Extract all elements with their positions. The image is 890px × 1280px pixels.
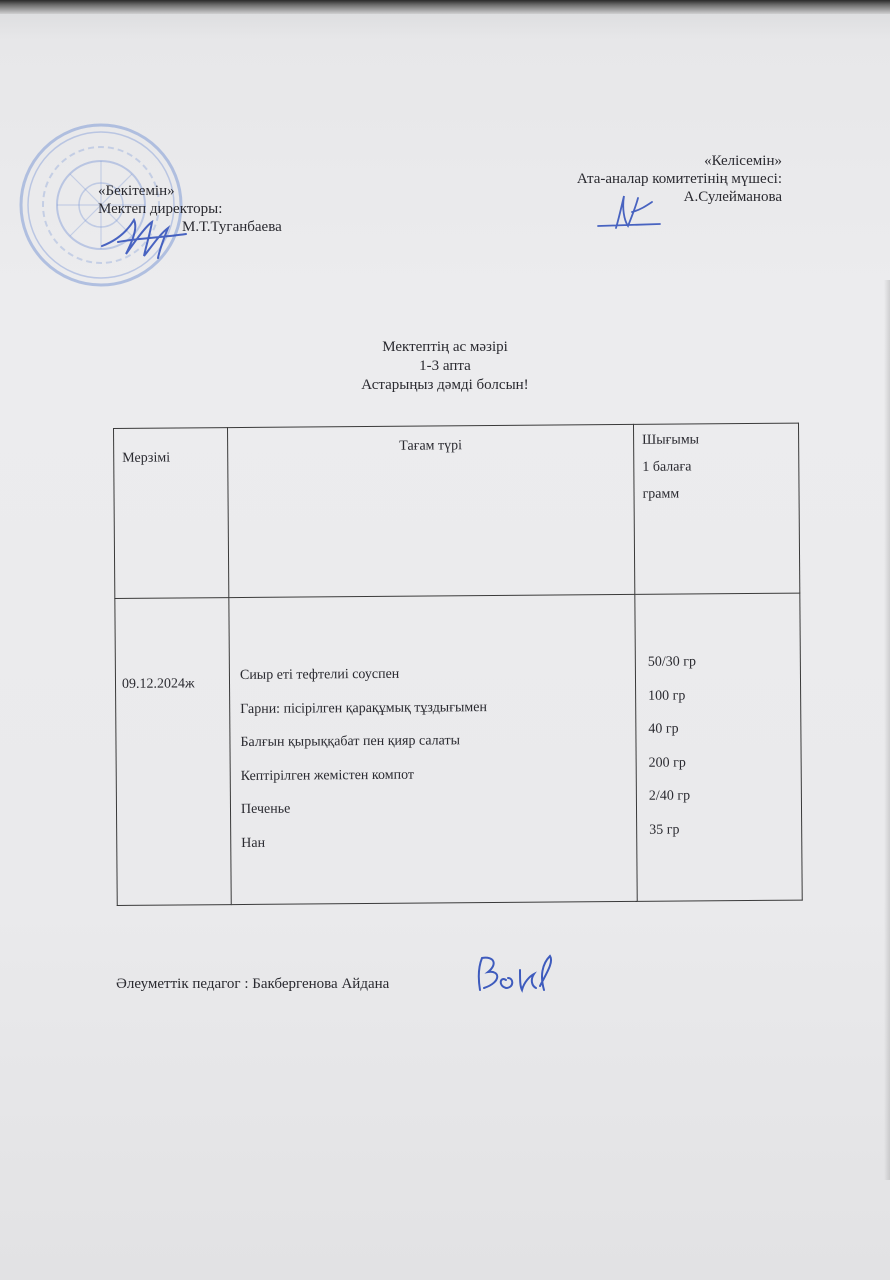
dish-item: Нан	[241, 835, 266, 851]
table-row	[115, 593, 802, 905]
photo-edge-shadow	[0, 0, 890, 14]
dish-item: Балғын қырыққабат пен қияр салаты	[240, 733, 461, 751]
agree-position: Ата-аналар комитетінің мүшесі:	[576, 171, 782, 187]
row-dishes	[229, 594, 637, 904]
dish-item: Гарни: пісірілген қарақұмық тұздығымен	[240, 699, 487, 717]
row-yields	[635, 593, 802, 901]
header-date: Мерзімі	[114, 428, 229, 599]
yield-item: 2/40 гр	[648, 788, 691, 804]
footer-signoff	[116, 976, 389, 993]
agree-heading: «Келісемін»	[704, 153, 782, 169]
header-yield	[633, 423, 799, 594]
footer-label: Әлеуметтік педагог :	[116, 976, 249, 992]
row-date: 09.12.2024ж	[115, 598, 231, 906]
dish-item: Кептірілген жемістен компот	[240, 767, 415, 784]
yield-item: 200 гр	[648, 755, 686, 771]
header-yield-line-3: грамм	[642, 486, 680, 502]
agree-name: А.Сулейманова	[683, 189, 782, 205]
footer-name: Бакбергенова Айдана	[252, 976, 390, 992]
table-header-row	[114, 423, 800, 598]
director-signature-icon	[98, 212, 190, 262]
menu-table	[113, 423, 803, 906]
header-yield-line-2: 1 балаға	[642, 459, 692, 475]
yield-item: 40 гр	[648, 721, 679, 737]
pedagogue-signature-icon	[470, 950, 560, 1002]
approve-heading: «Бекітемін»	[98, 183, 175, 199]
title-line-3: Астарыңыз дәмді болсын!	[361, 377, 529, 393]
yield-item: 35 гр	[649, 822, 680, 838]
committee-signature-icon	[596, 192, 662, 234]
title-line-2: 1-3 апта	[419, 358, 471, 374]
approve-name: М.Т.Туганбаева	[182, 219, 282, 235]
paper-edge-shadow	[884, 280, 890, 1180]
dish-item: Сиыр еті тефтелиі соуспен	[239, 666, 400, 684]
yield-item: 50/30 гр	[647, 654, 697, 670]
header-dish: Тағам түрі	[228, 424, 635, 597]
approve-position: Мектеп директоры:	[98, 201, 223, 217]
dish-item: Печенье	[240, 801, 291, 818]
title-line-1: Мектептің ас мәзірі	[382, 339, 508, 355]
yield-item: 100 гр	[648, 688, 686, 704]
header-yield-line-1: Шығымы	[642, 432, 700, 448]
menu-title	[0, 338, 890, 395]
